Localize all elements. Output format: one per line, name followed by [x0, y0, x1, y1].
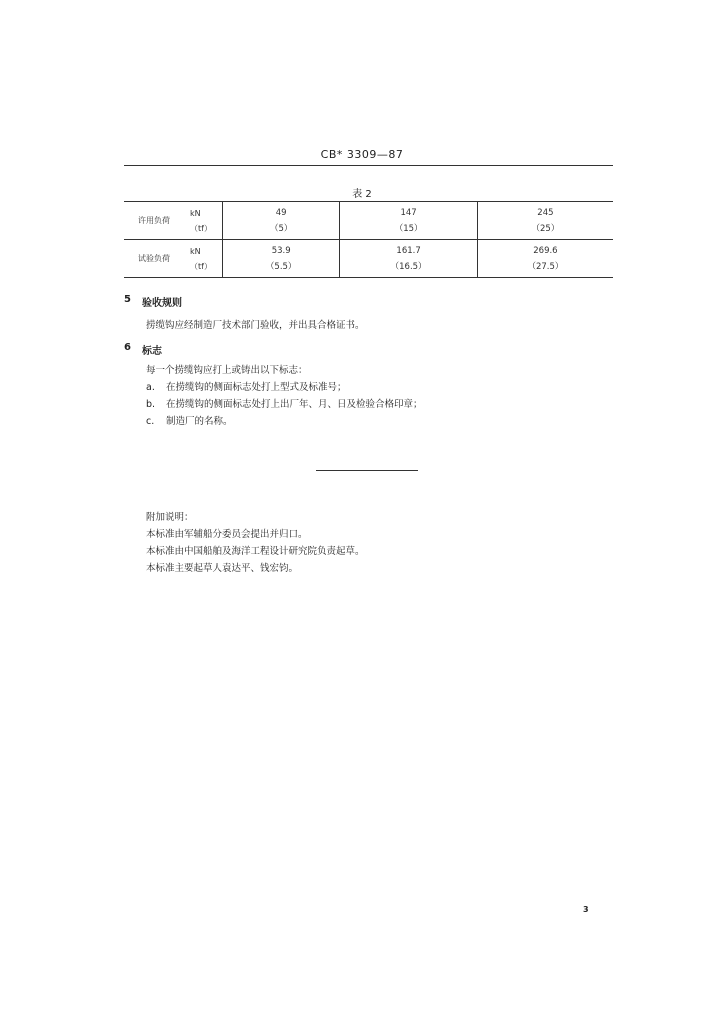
list-item-label: c. [146, 416, 155, 427]
cell-kn-value: 161.7 [396, 245, 421, 256]
table-cell [477, 202, 613, 240]
notes-line: 本标准由中国船舶及海洋工程设计研究院负责起草。 [146, 546, 365, 557]
cell-tf-value: （25） [531, 223, 560, 234]
table-row-allowable-load [124, 202, 613, 240]
row-name: 试验负荷 [124, 240, 184, 278]
cell-kn-value: 53.9 [271, 245, 291, 256]
unit-kn: kN [190, 246, 201, 256]
cell-kn-value: 269.6 [533, 245, 558, 256]
row-unit [184, 240, 223, 278]
cell-kn-value: 147 [400, 207, 417, 218]
end-divider [316, 470, 418, 471]
standard-code-header: CB* 3309—87 [320, 148, 404, 161]
notes-heading: 附加说明： [146, 512, 194, 523]
section-5-title: 验收规则 [142, 298, 182, 309]
section-5-number: 5 [124, 294, 131, 305]
unit-tf: （tf） [190, 261, 212, 271]
table-title: 表 2 [352, 189, 372, 200]
list-item: 制造厂的名称。 [166, 416, 233, 427]
list-item: 在捞缆钩的侧面标志处打上型式及标准号； [166, 382, 347, 393]
page-number: 3 [583, 905, 589, 914]
row-unit [184, 202, 223, 240]
table-row-test-load [124, 240, 613, 278]
section-6-title: 标志 [142, 346, 162, 357]
cell-tf-value: （5） [269, 223, 293, 234]
cell-tf-value: （27.5） [527, 261, 564, 272]
table-cell [223, 202, 340, 240]
load-table [124, 201, 613, 278]
unit-kn: kN [190, 208, 201, 218]
notes-line: 本标准由军辅船分委员会提出并归口。 [146, 529, 308, 540]
table-cell [340, 202, 477, 240]
cell-tf-value: （16.5） [390, 261, 427, 272]
list-item-label: a. [146, 382, 155, 393]
unit-tf: （tf） [190, 223, 212, 233]
table-cell [477, 240, 613, 278]
cell-tf-value: （15） [394, 223, 423, 234]
section-6-intro: 每一个捞缆钩应打上或铸出以下标志： [146, 365, 308, 376]
section-5-body: 捞缆钩应经制造厂技术部门验收，并出具合格证书。 [146, 320, 365, 331]
row-name: 许用负荷 [124, 202, 184, 240]
cell-kn-value: 49 [275, 207, 287, 218]
table-cell [340, 240, 477, 278]
list-item: 在捞缆钩的侧面标志处打上出厂年、月、日及检验合格印章； [166, 399, 423, 410]
header-rule [124, 165, 613, 166]
table-cell [223, 240, 340, 278]
cell-kn-value: 245 [537, 207, 554, 218]
section-6-number: 6 [124, 342, 131, 353]
notes-line: 本标准主要起草人袁达平、钱宏钧。 [146, 563, 299, 574]
list-item-label: b. [146, 399, 156, 410]
cell-tf-value: （5.5） [265, 261, 297, 272]
